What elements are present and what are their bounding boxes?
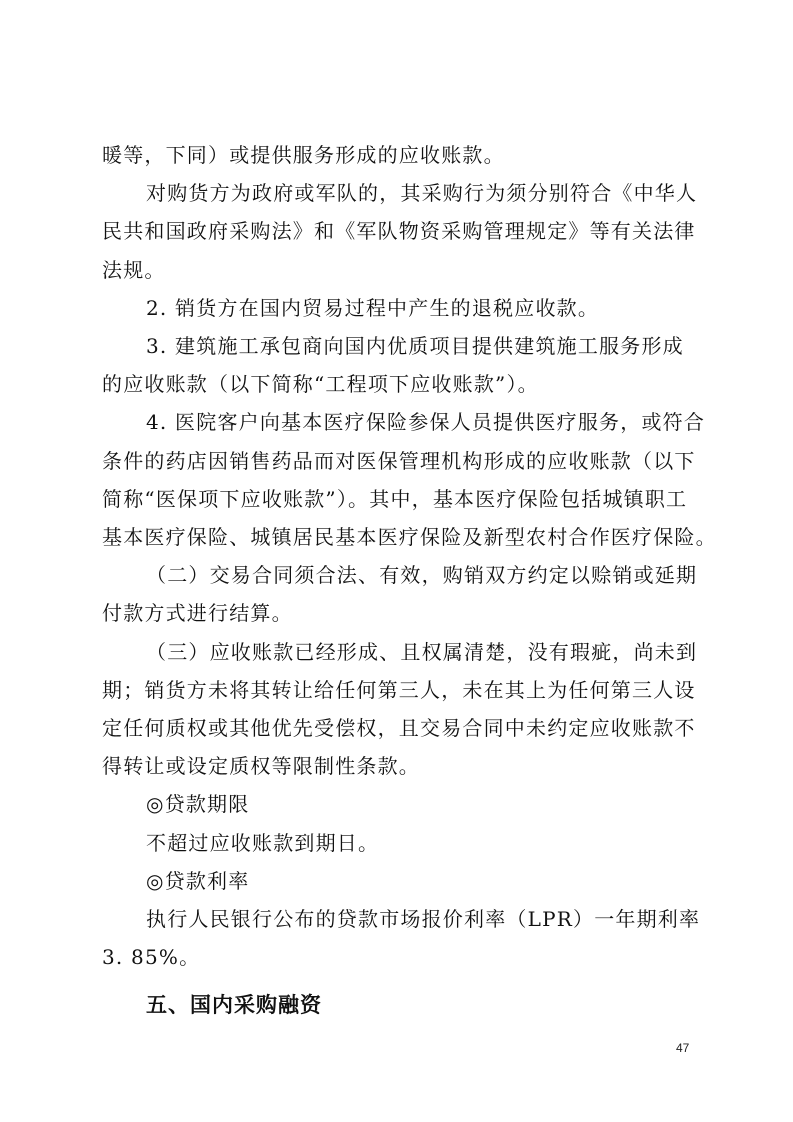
text-line-5: 2. 销货方在国内贸易过程中产生的退税应收款。 xyxy=(146,296,600,320)
text-line-22: 3. 85%。 xyxy=(102,945,201,969)
text-line-6: 3. 建筑施工承包商向国内优质项目提供建筑施工服务形成 xyxy=(146,334,684,358)
text-line-15: 期；销货方未将其转让给任何第三人，未在其上为任何第三人设 xyxy=(102,678,696,702)
text-line-19: 不超过应收账款到期日。 xyxy=(146,831,380,855)
text-line-16: 定任何质权或其他优先受偿权，且交易合同中未约定应收账款不 xyxy=(102,716,696,740)
text-line-12: （二）交易合同须合法、有效，购销双方约定以赊销或延期 xyxy=(146,563,698,587)
text-line-1: 暖等，下同）或提供服务形成的应收账款。 xyxy=(102,143,505,167)
section-heading: 五、国内采购融资 xyxy=(146,993,322,1017)
text-line-9: 条件的药店因销售药品而对医保管理机构形成的应收账款（以下 xyxy=(102,449,696,473)
text-line-4: 法规。 xyxy=(102,258,166,282)
text-line-17: 得转让或设定质权等限制性条款。 xyxy=(102,754,420,778)
section-label-loan-rate: ◎贷款利率 xyxy=(146,869,250,893)
text-line-7: 的应收账款（以下简称“工程项下应收账款”）。 xyxy=(102,372,539,396)
text-line-11: 基本医疗保险、城镇居民基本医疗保险及新型农村合作医疗保险。 xyxy=(102,525,717,549)
text-line-14: （三）应收账款已经形成、且权属清楚，没有瑕疵，尚未到 xyxy=(146,640,698,664)
section-label-loan-term: ◎贷款期限 xyxy=(146,792,250,816)
text-line-3: 民共和国政府采购法》和《军队物资采购管理规定》等有关法律 xyxy=(102,219,696,243)
text-line-13: 付款方式进行结算。 xyxy=(102,601,293,625)
text-line-21: 执行人民银行公布的贷款市场报价利率（LPR）一年期利率 xyxy=(146,907,701,931)
page-number: 47 xyxy=(676,1041,690,1055)
text-line-2: 对购货方为政府或军队的，其采购行为须分别符合《中华人 xyxy=(146,181,698,205)
text-line-10: 简称“医保项下应收账款”）。其中，基本医疗保险包括城镇职工 xyxy=(102,487,688,511)
text-line-8: 4. 医院客户向基本医疗保险参保人员提供医疗服务，或符合 xyxy=(146,410,706,434)
